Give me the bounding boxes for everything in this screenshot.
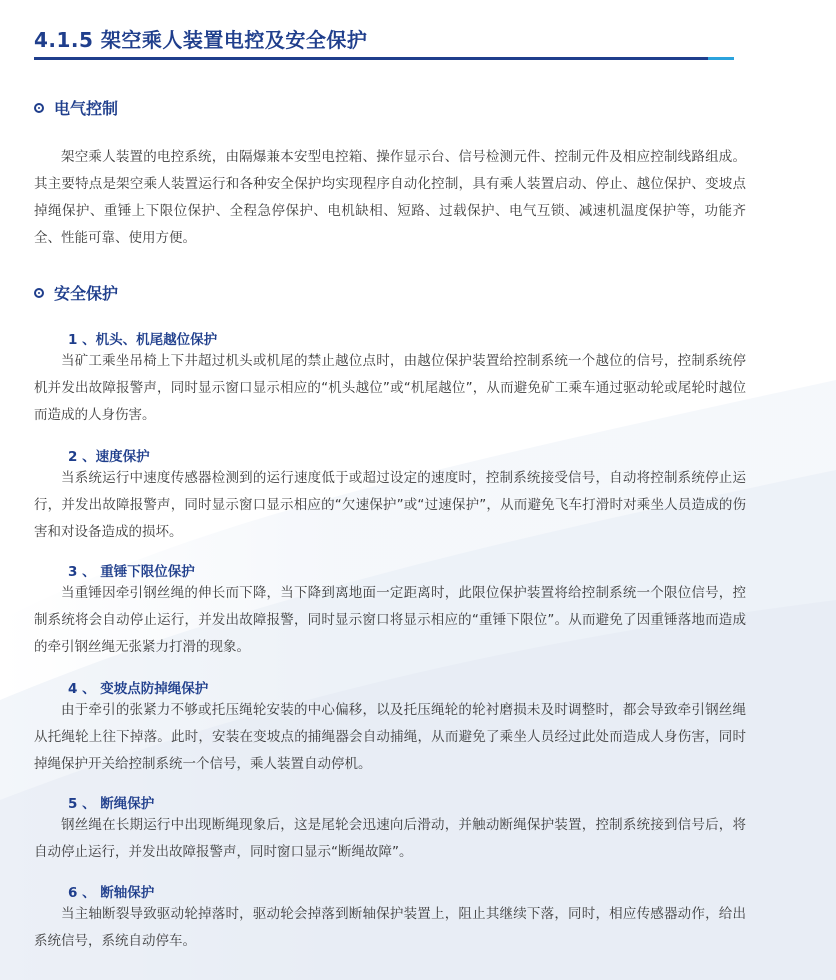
- safety-item-heading: 3 、 重锤下限位保护: [68, 564, 195, 580]
- title-underline-accent: [708, 57, 734, 60]
- safety-item-text: 当主轴断裂导致驱动轮掉落时，驱动轮会掉落到断轴保护装置上，阻止其继续下落，同时，相应传感器动作，给出系统信号，系统自动停车。: [34, 906, 746, 949]
- electric-paragraph: 架空乘人装置的电控系统，由隔爆兼本安型电控箱、操作显示台、信号检测元件、控制元件及相应控制线路组成。其主要特点是架空乘人装置运行和各种安全保护均实现程序自动化控制，具有乘人装置启动、停止、越位保护、变坡点掉绳保护、重锤上下限位保护、全程急停保护、电机缺相、短路、过载保护、电气互锁、减速机温度保护等，功能齐全、性能可靠、使用方便。: [34, 149, 746, 246]
- section-heading-electric: [34, 96, 118, 119]
- section-heading-safety: [34, 281, 118, 304]
- safety-item-heading: 2 、速度保护: [68, 449, 150, 465]
- safety-item-text: 当系统运行中速度传感器检测到的运行速度低于或超过设定的速度时，控制系统接受信号，自动将控制系统停止运行，并发出故障报警声，同时显示窗口显示相应的“欠速保护”或“过速保护”，从而避免飞车打滑时对乘坐人员造成的伤害和对设备造成的损坏。: [34, 470, 746, 540]
- circle-bullet-icon: [34, 103, 44, 113]
- safety-item-heading: 1 、机头、机尾越位保护: [68, 332, 218, 348]
- title-underline: [34, 57, 734, 60]
- safety-item-heading: 4 、 变坡点防掉绳保护: [68, 681, 209, 697]
- section-heading-safety-label: 安全保护: [54, 284, 119, 303]
- safety-item-text: 由于牵引的张紧力不够或托压绳轮安装的中心偏移，以及托压绳轮的轮衬磨损未及时调整时，都会导致牵引钢丝绳从托绳轮上往下掉落。此时，安装在变坡点的捕绳器会自动捕绳，从而避免了乘坐人员经过此处而造成人身伤害，同时掉绳保护开关给控制系统一个信号，乘人装置自动停机。: [34, 702, 746, 772]
- safety-item-text: 当重锤因牵引钢丝绳的伸长而下降，当下降到离地面一定距离时，此限位保护装置将给控制系统一个限位信号，控制系统将会自动停止运行，并发出故障报警，同时显示窗口将显示相应的“重锤下限位”。从而避免了因重锤落地而造成的牵引钢丝绳无张紧力打滑的现象。: [34, 585, 746, 655]
- safety-item-text: 钢丝绳在长期运行中出现断绳现象后，这是尾轮会迅速向后滑动，并触动断绳保护装置，控制系统接到信号后，将自动停止运行，并发出故障报警声，同时窗口显示“断绳故障”。: [34, 817, 746, 860]
- page-title: 4.1.5 架空乘人装置电控及安全保护: [34, 28, 368, 52]
- safety-item-text: 当矿工乘坐吊椅上下井超过机头或机尾的禁止越位点时，由越位保护装置给控制系统一个越位的信号，控制系统停机并发出故障报警声，同时显示窗口显示相应的“机头越位”或“机尾越位”，从而避免矿工乘车通过驱动轮或尾轮时越位而造成的人身伤害。: [34, 353, 746, 423]
- circle-bullet-icon: [34, 288, 44, 298]
- section-heading-electric-label: 电气控制: [54, 99, 119, 118]
- safety-item-heading: 5 、 断绳保护: [68, 796, 155, 812]
- safety-item-heading: 6 、 断轴保护: [68, 885, 155, 901]
